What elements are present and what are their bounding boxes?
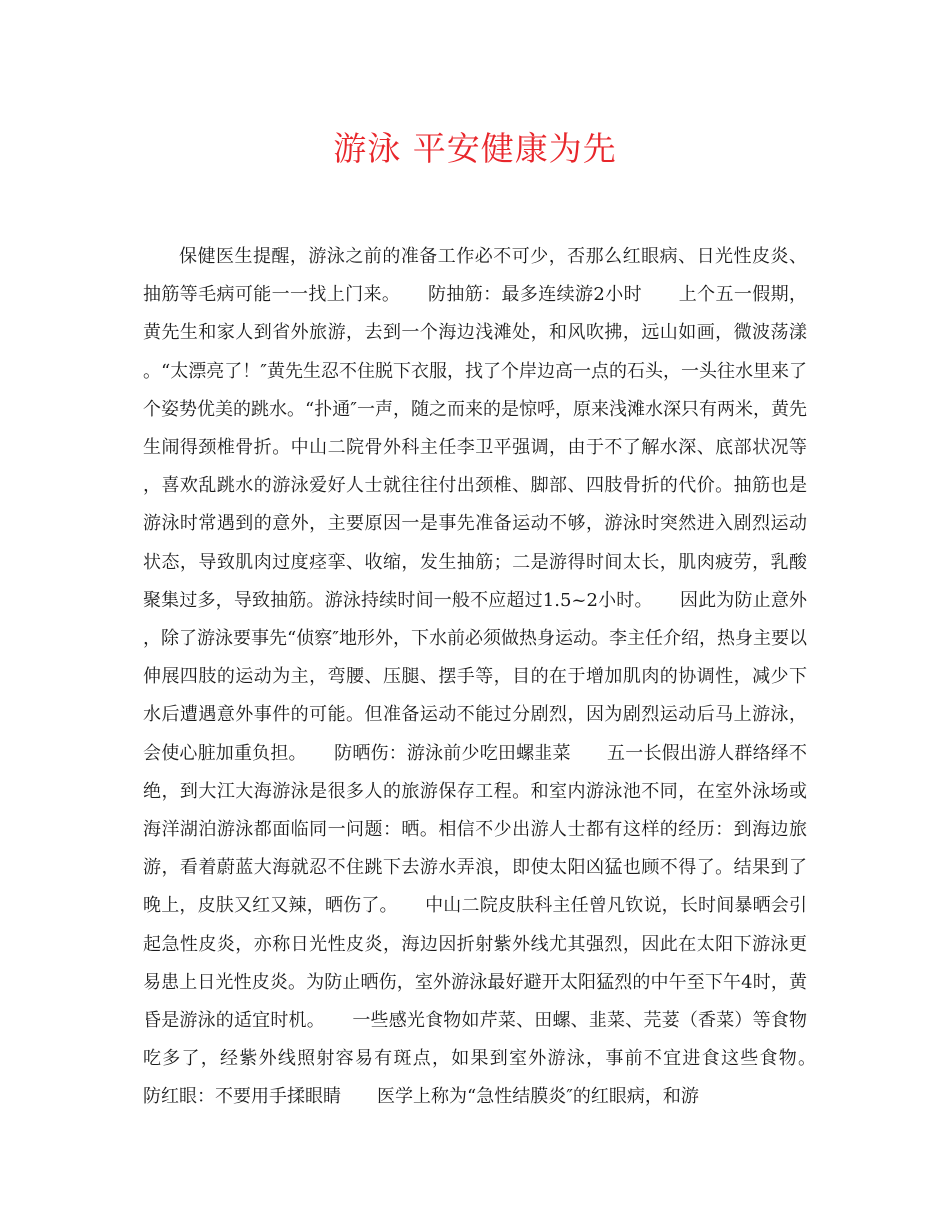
document-title: 游泳 平安健康为先 — [333, 129, 617, 168]
document-body-paragraph: 保健医生提醒，游泳之前的准备工作必不可少，否那么红眼病、日光性皮炎、抽筋等毛病可能一一找上门来。 防抽筋：最多连续游2小时 上个五一假期，黄先生和家人到省外旅游，去到一个海边浅滩处，和风吹拂，远山如画，微波荡漾。“太漂亮了！″黄先生忍不住脱下衣服，找了个岸边高一点的石头，一头往水里来了个姿势优美的跳水。“扑通″一声，随之而来的是惊呼，原来浅滩水深只有两米，黄先生闹得颈椎骨折。中山二院骨外科主任李卫平强调，由于不了解水深、底部状况等，喜欢乱跳水的游泳爱好人士就往往付出颈椎、脚部、四肢骨折的代价。抽筋也是游泳时常遇到的意外，主要原因一是事先准备运动不够，游泳时突然进入剧烈运动状态，导致肌肉过度痉挛、收缩，发生抽筋；二是游得时间太长，肌肉疲劳，乳酸聚集过多，导致抽筋。游泳持续时间一般不应超过1.5~2小时。 因此为防止意外，除了游泳要事先“侦察″地形外，下水前必须做热身运动。李主任介绍，热身主要以伸展四肢的运动为主，弯腰、压腿、摆手等，目的在于增加肌肉的协调性，减少下水后遭遇意外事件的可能。但准备运动不能过分剧烈，因为剧烈运动后马上游泳，会使心脏加重负担。 防晒伤：游泳前少吃田螺韭菜 五一长假出游人群络绎不绝，到大江大海游泳是很多人的旅游保存工程。和室内游泳池不同，在室外泳场或海洋湖泊游泳都面临同一问题：晒。相信不少出游人士都有这样的经历：到海边旅游，看着蔚蓝大海就忍不住跳下去游水弄浪，即使太阳凶猛也顾不得了。结果到了晚上，皮肤又红又辣，晒伤了。 中山二院皮肤科主任曾凡钦说，长时间暴晒会引起急性皮炎，亦称日光性皮炎，海边因折射紫外线尤其强烈，因此在太阳下游泳更易患上日光性皮炎。为防止晒伤，室外游泳最好避开太阳猛烈的中午至下午4时，黄昏是游泳的适宜时机。 一些感光食物如芹菜、田螺、韭菜、芫荽（香菜）等食物吃多了，经紫外线照射容易有斑点，如果到室外游泳，事前不宜进食这些食物。 防红眼：不要用手揉眼睛 医学上称为“急性结膜炎″的红眼病，和游 — [143, 246, 843, 1108]
